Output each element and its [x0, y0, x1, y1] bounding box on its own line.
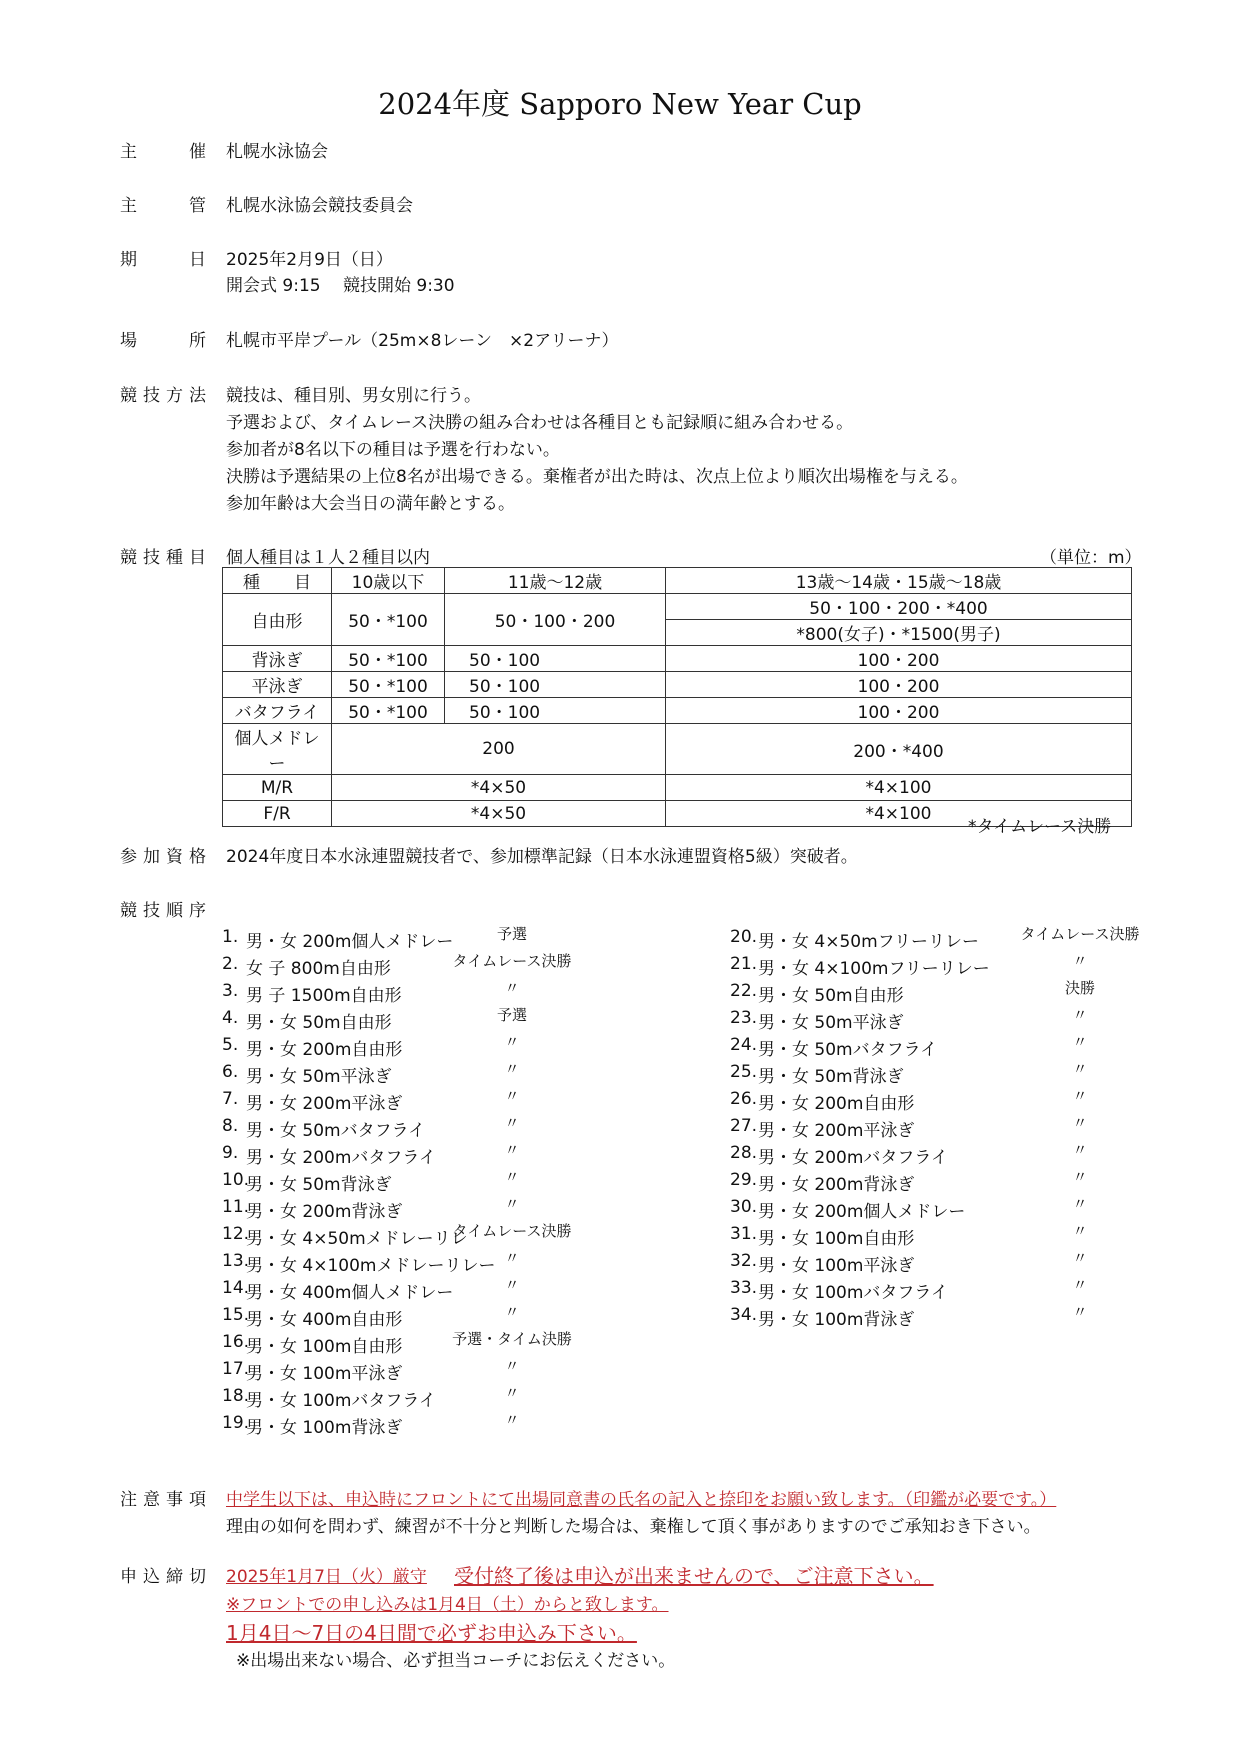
- organizer-value: 札幌水泳協会競技委員会: [226, 196, 413, 216]
- event-u18: 100・200: [666, 698, 1132, 724]
- date-label: 期 日: [120, 250, 212, 270]
- order-event: 男・女 400m個人メドレー: [246, 1283, 454, 1303]
- sponsor-label: 主 催: [120, 142, 212, 162]
- order-event: 男・女 200mバタフライ: [758, 1148, 948, 1168]
- order-type: 〃: [1072, 1222, 1088, 1240]
- order-number: 5.: [222, 1035, 239, 1055]
- order-type: 〃: [504, 1411, 520, 1429]
- eligibility-label: 参加資格: [120, 847, 212, 867]
- order-number: 7.: [222, 1089, 239, 1109]
- order-event: 男・女 50m自由形: [758, 986, 904, 1006]
- order-type: 〃: [1072, 1141, 1088, 1159]
- order-type: タイムレース決勝: [1020, 925, 1140, 943]
- method-line: 競技は、種目別、男女別に行う。: [226, 386, 481, 406]
- table-row: [223, 698, 1132, 724]
- order-event: 男・女 50m平泳ぎ: [246, 1067, 392, 1087]
- order-event: 男・女 200mバタフライ: [246, 1148, 436, 1168]
- order-event: 男・女 100m平泳ぎ: [758, 1256, 915, 1276]
- order-number: 20.: [730, 927, 758, 947]
- order-event: 男・女 200m個人メドレー: [758, 1202, 966, 1222]
- order-event: 男・女 50mバタフライ: [246, 1121, 426, 1141]
- order-type: 〃: [504, 1114, 520, 1132]
- event-u10: 50・*100: [332, 698, 445, 724]
- table-row: [223, 775, 1132, 801]
- date-times: 開会式 9:15 競技開始 9:30: [226, 276, 455, 296]
- order-number: 18.: [222, 1386, 250, 1406]
- order-event: 男・女 4×100mフリーリレー: [758, 959, 990, 979]
- table-header: 種 目: [223, 568, 332, 594]
- page-title: 2024年度 Sapporo New Year Cup: [378, 87, 862, 121]
- order-type: タイムレース決勝: [452, 1222, 572, 1240]
- order-type: 〃: [504, 1060, 520, 1078]
- order-event: 男・女 4×50mメドレーリレ: [246, 1229, 468, 1249]
- order-number: 34.: [730, 1305, 758, 1325]
- event-name: 自由形: [223, 594, 332, 646]
- order-event: 男・女 4×100mメドレーリレー: [246, 1256, 496, 1276]
- order-number: 16.: [222, 1332, 250, 1352]
- order-number: 2.: [222, 954, 239, 974]
- event-u12: *4×50: [332, 801, 666, 827]
- order-event: 男・女 50m平泳ぎ: [758, 1013, 904, 1033]
- order-event: 男・女 200m平泳ぎ: [246, 1094, 403, 1114]
- order-number: 30.: [730, 1197, 758, 1217]
- table-row: [223, 672, 1132, 698]
- order-number: 6.: [222, 1062, 239, 1082]
- order-event: 男・女 100mバタフライ: [758, 1283, 948, 1303]
- order-type: 〃: [1072, 1114, 1088, 1132]
- order-event: 男・女 100mバタフライ: [246, 1391, 436, 1411]
- order-event: 男・女 50m自由形: [246, 1013, 392, 1033]
- order-number: 27.: [730, 1116, 758, 1136]
- order-number: 3.: [222, 981, 239, 1001]
- table-header: 11歳〜12歳: [445, 568, 666, 594]
- order-number: 17.: [222, 1359, 250, 1379]
- order-event: 男・女 100m自由形: [246, 1337, 403, 1357]
- organizer-label: 主 管: [120, 196, 212, 216]
- events-label: 競技種目: [120, 548, 212, 568]
- order-number: 11.: [222, 1197, 250, 1217]
- method-line: 参加者が8名以下の種目は予選を行わない。: [226, 440, 560, 460]
- order-event: 男 子 1500m自由形: [246, 986, 402, 1006]
- deadline-label: 申込締切: [120, 1567, 212, 1587]
- order-type: 〃: [504, 1276, 520, 1294]
- order-number: 4.: [222, 1008, 239, 1028]
- order-type: 〃: [504, 1141, 520, 1159]
- order-event: 男・女 200m自由形: [246, 1040, 403, 1060]
- table-row: [223, 594, 1132, 620]
- order-number: 28.: [730, 1143, 758, 1163]
- order-type: 〃: [1072, 1060, 1088, 1078]
- events-footnote: *タイムレース決勝: [968, 817, 1112, 837]
- event-name: F/R: [223, 801, 332, 827]
- order-number: 9.: [222, 1143, 239, 1163]
- notes-line2: 理由の如何を問わず、練習が不十分と判断した場合は、棄権して頂く事がありますのでご承知おき下さい。: [226, 1517, 1041, 1537]
- notes-line1: 中学生以下は、申込時にフロントにて出場同意書の氏名の記入と捺印をお願い致します。（印鑑が必要です。）: [226, 1490, 1057, 1510]
- order-number: 24.: [730, 1035, 758, 1055]
- order-type: 〃: [504, 1249, 520, 1267]
- order-number: 1.: [222, 927, 239, 947]
- order-number: 31.: [730, 1224, 758, 1244]
- method-line: 参加年齢は大会当日の満年齢とする。: [226, 494, 515, 514]
- order-event: 男・女 200m背泳ぎ: [246, 1202, 403, 1222]
- event-u18: 100・200: [666, 646, 1132, 672]
- deadline-coach: ※出場出来ない場合、必ず担当コーチにお伝えください。: [236, 1651, 676, 1671]
- table-header: 10歳以下: [332, 568, 445, 594]
- order-event: 女 子 800m自由形: [246, 959, 391, 979]
- order-type: 予選・タイム決勝: [452, 1330, 572, 1348]
- method-label: 競技方法: [120, 386, 212, 406]
- order-event: 男・女 50mバタフライ: [758, 1040, 938, 1060]
- order-number: 8.: [222, 1116, 239, 1136]
- table-header: 13歳〜14歳・15歳〜18歳: [666, 568, 1132, 594]
- deadline-front: ※フロントでの申し込みは1月4日（土）からと致します。: [226, 1595, 669, 1615]
- method-line: 予選および、タイムレース決勝の組み合わせは各種目とも記録順に組み合わせる。: [226, 413, 854, 433]
- event-u12: 50・100: [445, 698, 666, 724]
- order-number: 19.: [222, 1413, 250, 1433]
- order-event: 男・女 4×50mフリーリレー: [758, 932, 979, 952]
- order-number: 13.: [222, 1251, 250, 1271]
- order-event: 男・女 100m背泳ぎ: [758, 1310, 915, 1330]
- order-event: 男・女 100m平泳ぎ: [246, 1364, 403, 1384]
- event-u18: *4×100: [666, 775, 1132, 801]
- order-event: 男・女 50m背泳ぎ: [246, 1175, 392, 1195]
- event-u18: *4×100: [666, 801, 1132, 827]
- order-event: 男・女 100m自由形: [758, 1229, 915, 1249]
- event-u18: 50・100・200・*400: [666, 594, 1132, 620]
- order-number: 22.: [730, 981, 758, 1001]
- event-name: バタフライ: [223, 698, 332, 724]
- order-type: タイムレース決勝: [452, 952, 572, 970]
- event-u12: *4×50: [332, 775, 666, 801]
- events-table: [222, 567, 1132, 827]
- order-type: 〃: [1072, 1249, 1088, 1267]
- order-event: 男・女 200m個人メドレー: [246, 932, 454, 952]
- order-number: 32.: [730, 1251, 758, 1271]
- event-name: M/R: [223, 775, 332, 801]
- table-row: [223, 646, 1132, 672]
- date-value: 2025年2月9日（日）: [226, 250, 393, 270]
- order-type: 〃: [504, 1357, 520, 1375]
- event-name: 平泳ぎ: [223, 672, 332, 698]
- order-type: 〃: [1072, 1276, 1088, 1294]
- order-type: 〃: [1072, 1033, 1088, 1051]
- method-line: 決勝は予選結果の上位8名が出場できる。棄権者が出た時は、次点上位より順次出場権を与える。: [226, 467, 968, 487]
- events-note: 個人種目は１人２種目以内: [226, 548, 430, 568]
- event-u12: 200: [332, 724, 666, 775]
- order-type: 〃: [504, 1303, 520, 1321]
- order-event: 男・女 200m背泳ぎ: [758, 1175, 915, 1195]
- order-type: 〃: [1072, 1087, 1088, 1105]
- event-name: 個人メドレー: [223, 724, 332, 775]
- event-u10: 50・*100: [332, 594, 445, 646]
- order-type: 〃: [1072, 1195, 1088, 1213]
- order-event: 男・女 50m背泳ぎ: [758, 1067, 904, 1087]
- event-u12: 50・100: [445, 646, 666, 672]
- venue-value: 札幌市平岸プール（25m×8レーン ×2アリーナ）: [226, 331, 619, 351]
- sponsor-value: 札幌水泳協会: [226, 142, 328, 162]
- table-header-row: [223, 568, 1132, 594]
- order-type: 〃: [1072, 1168, 1088, 1186]
- deadline-date: 2025年1月7日（火）厳守: [226, 1567, 427, 1587]
- event-u18: 200・*400: [666, 724, 1132, 775]
- order-type: 〃: [1072, 952, 1088, 970]
- order-number: 25.: [730, 1062, 758, 1082]
- order-type: 〃: [504, 1033, 520, 1051]
- order-type: 予選: [496, 925, 527, 943]
- order-event: 男・女 100m背泳ぎ: [246, 1418, 403, 1438]
- events-unit: （単位：m）: [1040, 548, 1142, 568]
- order-event: 男・女 400m自由形: [246, 1310, 403, 1330]
- order-event: 男・女 200m自由形: [758, 1094, 915, 1114]
- order-event: 男・女 200m平泳ぎ: [758, 1121, 915, 1141]
- event-u12: 50・100: [445, 672, 666, 698]
- event-u18: 100・200: [666, 672, 1132, 698]
- deadline-warning: 受付終了後は申込が出来ませんので、ご注意下さい。: [454, 1564, 934, 1588]
- order-type: 〃: [504, 1384, 520, 1402]
- order-label: 競技順序: [120, 901, 212, 921]
- order-number: 10.: [222, 1170, 250, 1190]
- order-number: 15.: [222, 1305, 250, 1325]
- notes-label: 注意事項: [120, 1490, 212, 1510]
- order-number: 23.: [730, 1008, 758, 1028]
- order-type: 予選: [496, 1006, 527, 1024]
- order-type: 〃: [1072, 1303, 1088, 1321]
- order-type: 決勝: [1064, 979, 1095, 997]
- order-number: 26.: [730, 1089, 758, 1109]
- order-number: 33.: [730, 1278, 758, 1298]
- venue-label: 場 所: [120, 331, 212, 351]
- order-type: 〃: [504, 1087, 520, 1105]
- order-number: 14.: [222, 1278, 250, 1298]
- order-type: 〃: [504, 1195, 520, 1213]
- event-u12: 50・100・200: [445, 594, 666, 646]
- deadline-period: 1月4日〜7日の4日間で必ずお申込み下さい。: [226, 1621, 637, 1645]
- event-u10: 50・*100: [332, 646, 445, 672]
- event-u10: 50・*100: [332, 672, 445, 698]
- order-type: 〃: [1072, 1006, 1088, 1024]
- table-row: [223, 724, 1132, 775]
- order-number: 29.: [730, 1170, 758, 1190]
- order-number: 12.: [222, 1224, 250, 1244]
- order-number: 21.: [730, 954, 758, 974]
- event-u18: *800(女子)・*1500(男子): [666, 620, 1132, 646]
- order-type: 〃: [504, 1168, 520, 1186]
- order-type: 〃: [504, 979, 520, 997]
- event-name: 背泳ぎ: [223, 646, 332, 672]
- eligibility-value: 2024年度日本水泳連盟競技者で、参加標準記録（日本水泳連盟資格5級）突破者。: [226, 847, 858, 867]
